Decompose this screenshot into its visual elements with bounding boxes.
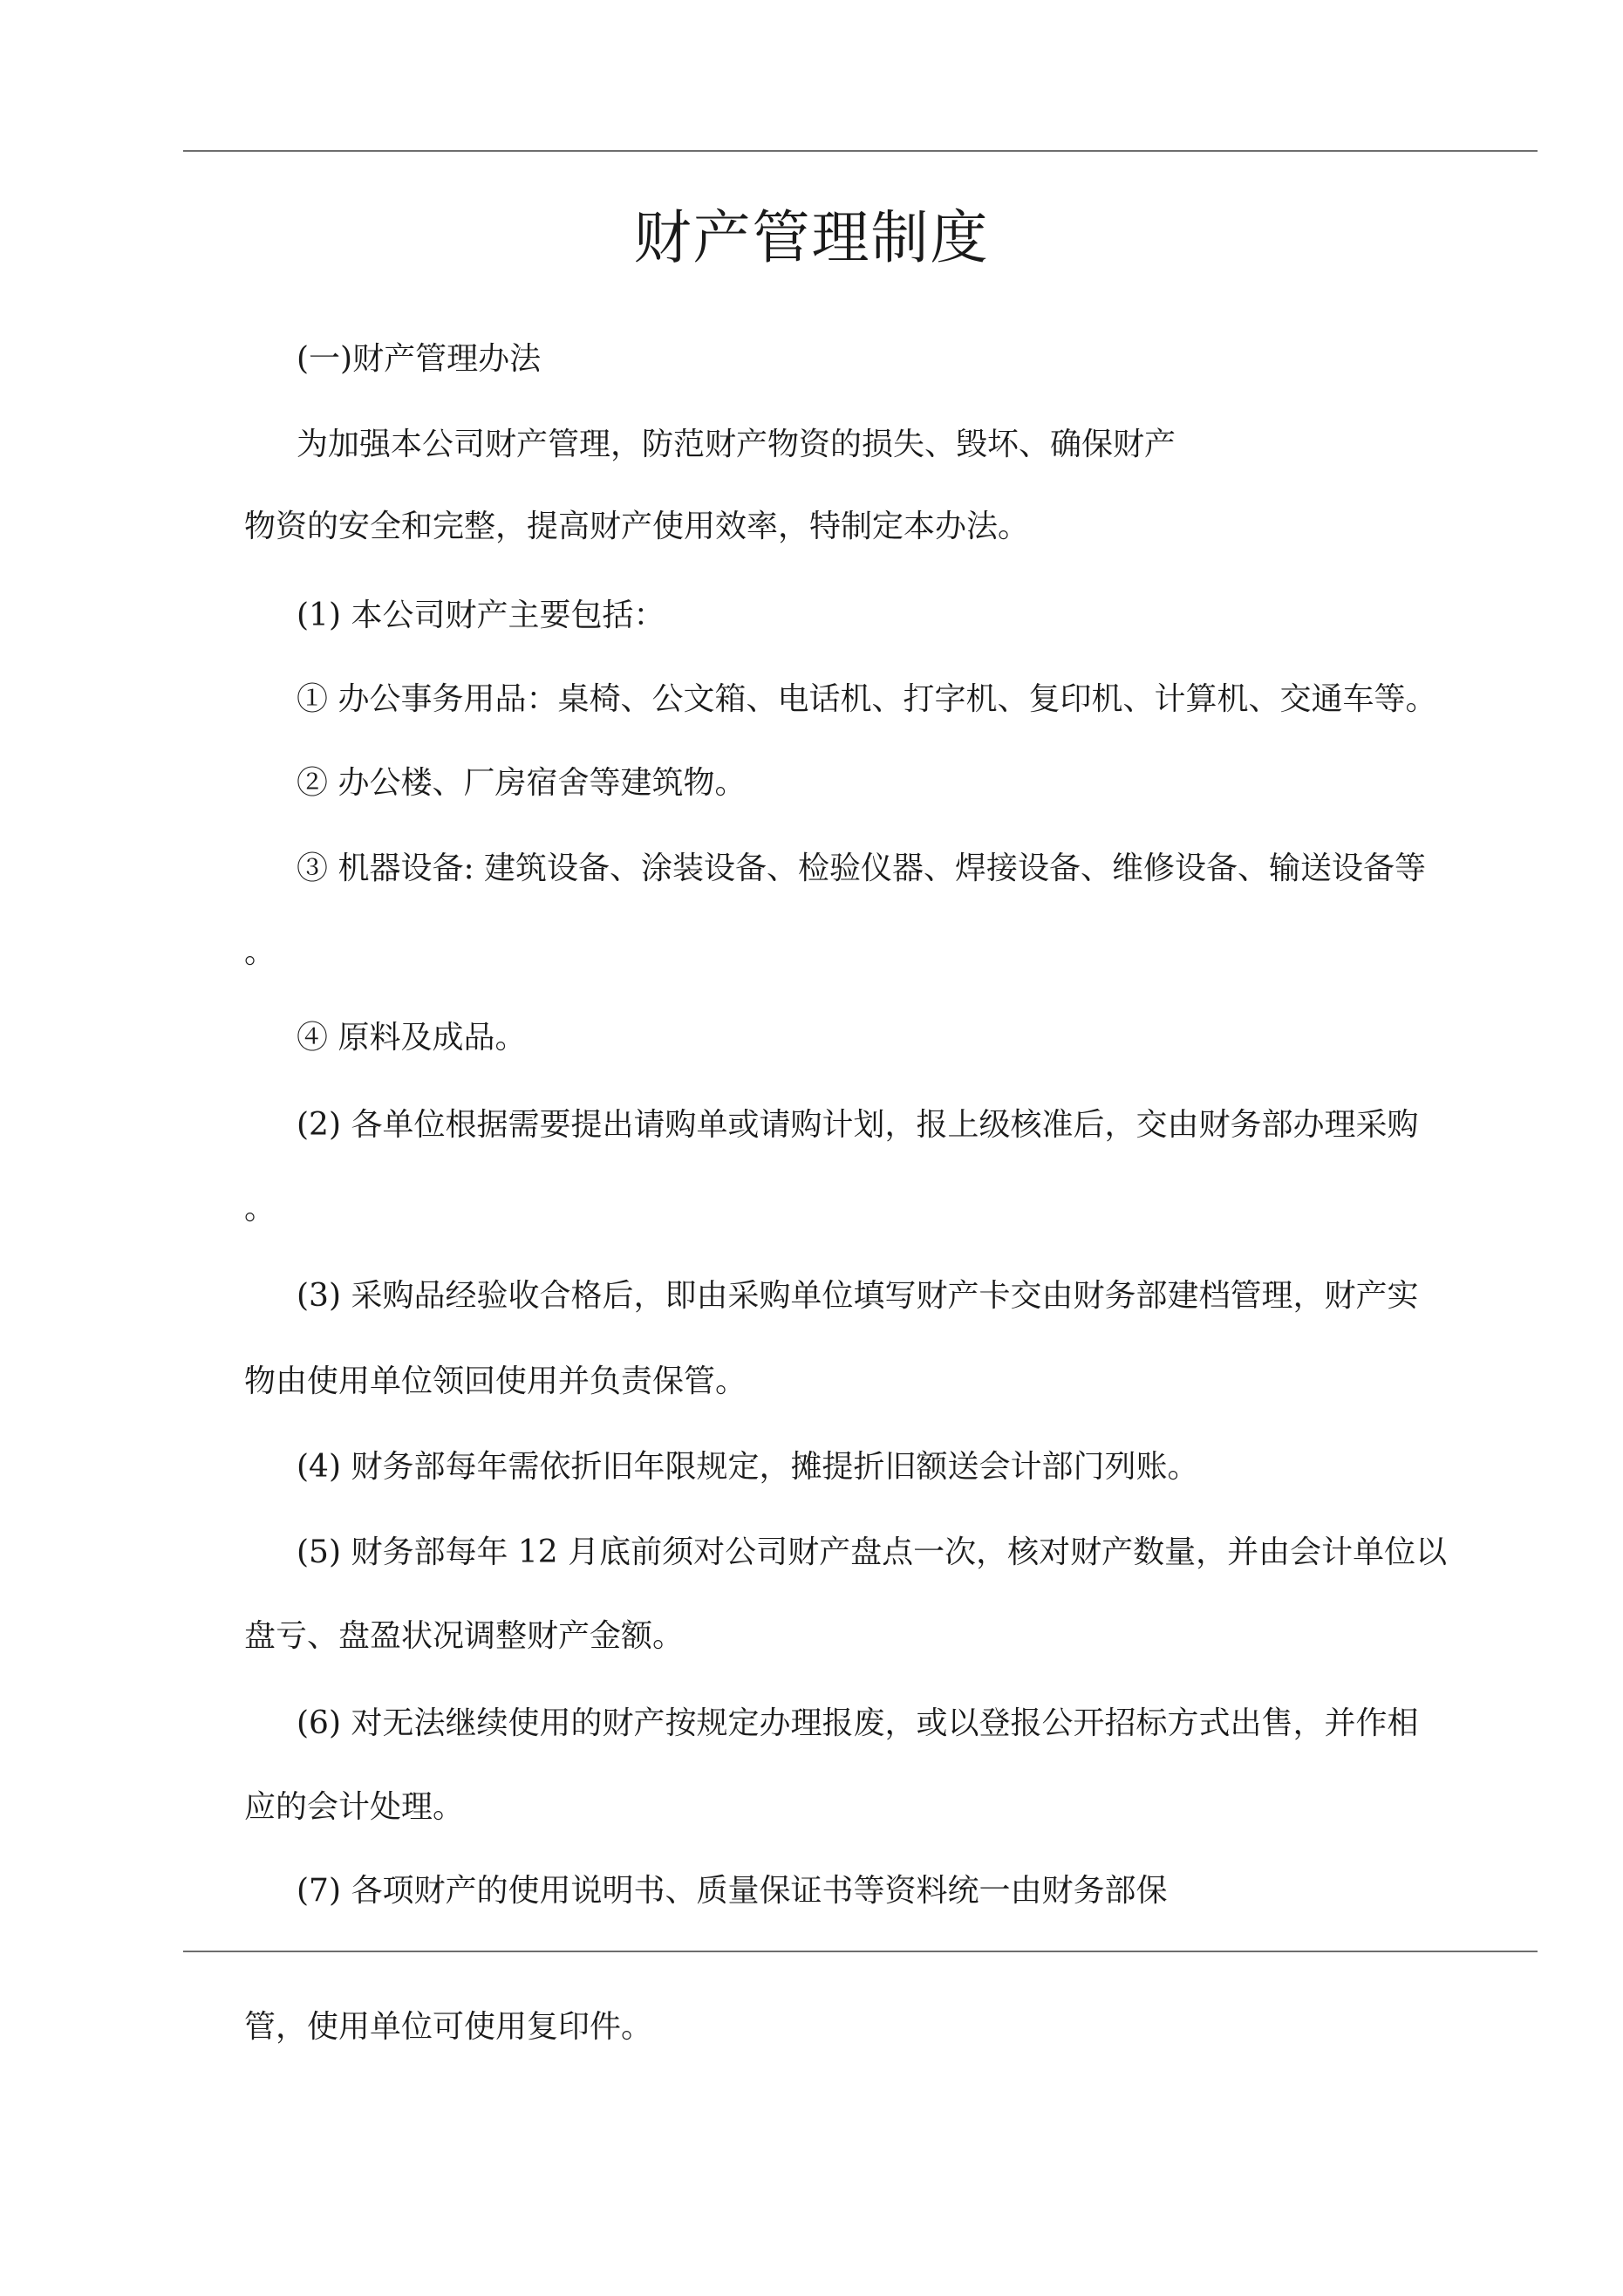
paragraph-line: 为加强本公司财产管理，防范财产物资的损失、毁坏、确保财产 (297, 427, 1176, 462)
paragraph-line: 应的会计处理。 (244, 1789, 465, 1825)
top-rule (183, 150, 1538, 152)
paragraph-line: 物由使用单位领回使用并负责保管。 (244, 1363, 747, 1399)
paragraph-line: 。 (244, 934, 276, 970)
paragraph-line: 管，使用单位可使用复印件。 (244, 2009, 653, 2045)
list-item: (2) 各单位根据需要提出请购单或请购计划，报上级核准后，交由财务部办理采购 (297, 1107, 1419, 1143)
section-heading: (一)财产管理办法 (297, 341, 542, 377)
page-title: 财产管理制度 (633, 204, 990, 271)
list-item: ② 办公楼、厂房宿舍等建筑物。 (297, 765, 747, 801)
list-item: ① 办公事务用品：桌椅、公文箱、电话机、打字机、复印机、计算机、交通车等。 (297, 681, 1437, 717)
list-item: ④ 原料及成品。 (297, 1020, 527, 1056)
list-item: (7) 各项财产的使用说明书、质量保证书等资料统一由财务部保 (297, 1873, 1168, 1909)
list-item: (4) 财务部每年需依折旧年限规定，摊提折旧额送会计部门列账。 (297, 1449, 1199, 1485)
page-break-rule (183, 1951, 1538, 1952)
paragraph-line: 。 (244, 1191, 276, 1227)
list-item: (1) 本公司财产主要包括： (297, 598, 665, 633)
list-item: (6) 对无法继续使用的财产按规定办理报废，或以登报公开招标方式出售，并作相 (297, 1705, 1419, 1741)
list-item: (5) 财务部每年 12 月底前须对公司财产盘点一次，核对财产数量，并由会计单位以 (297, 1534, 1448, 1570)
paragraph-line: 盘亏、盘盈状况调整财产金额。 (244, 1618, 685, 1654)
list-item: (3) 采购品经验收合格后，即由采购单位填写财产卡交由财务部建档管理，财产实 (297, 1278, 1419, 1314)
paragraph-line: 物资的安全和完整，提高财产使用效率，特制定本办法。 (244, 509, 1030, 544)
list-item: ③ 机器设备: 建筑设备、涂装设备、检验仪器、焊接设备、维修设备、输送设备等 (297, 851, 1427, 886)
